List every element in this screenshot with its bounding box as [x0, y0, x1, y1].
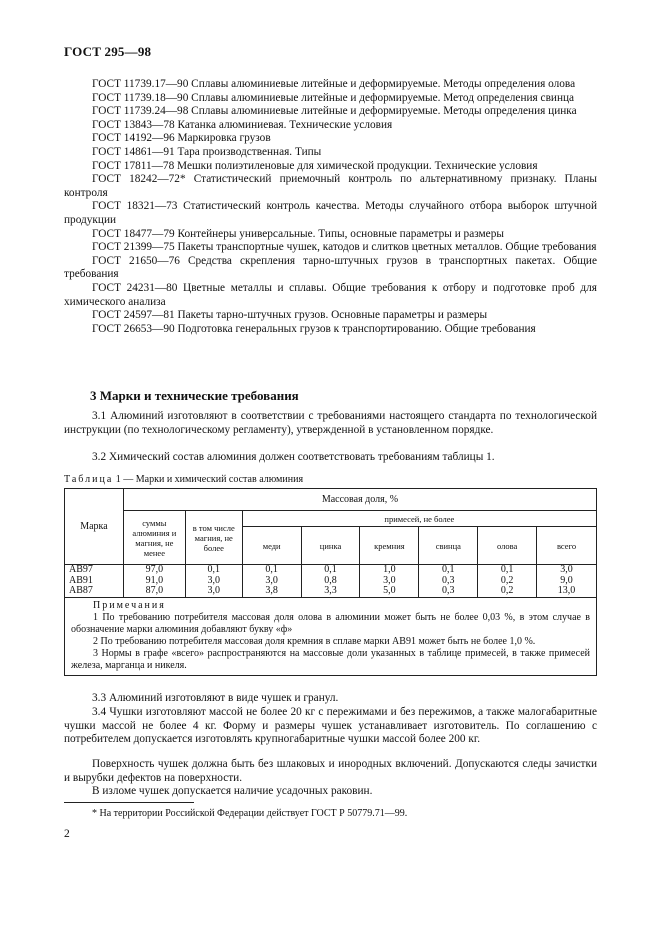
- reference-item: ГОСТ 18321—73 Статистический контроль качества. Методы случайного отбора выборок штучной продукции: [64, 200, 597, 226]
- header-copper: меди: [242, 527, 301, 565]
- header-total: всего: [537, 527, 597, 565]
- paragraph-3-4: 3.4 Чушки изготовляют массой не более 20 кг с пережимами и без пережимов, а также малогабаритные чушки массой не более 4 кг. Форму и размеры чушек устанавливает изготовитель. По соглашению с потребителем допускается изготовлять крупногабаритные чушки массой более 200 кг.: [64, 706, 597, 746]
- table-caption: [64, 474, 303, 485]
- paragraph-3-1: 3.1 Алюминий изготовляют в соответствии с требованиями настоящего стандарта по технологической инструкции (по технологическому регламенту), утвержденной в установленном порядке.: [64, 410, 597, 436]
- table-notes-row: [65, 597, 597, 675]
- paragraph-surface: Поверхность чушек должна быть без шлаковых и инородных включений. Допускаются следы зачистки и вырубки дефектов на поверхности.: [64, 758, 597, 784]
- header-mass-fraction: Массовая доля, %: [123, 489, 596, 511]
- notes-title: Примечания: [93, 599, 166, 611]
- reference-item: ГОСТ 14192—96 Маркировка грузов: [92, 132, 271, 145]
- note-item: 1 По требованию потребителя массовая доля олова в алюминии может быть не более 0,03 %, в этом случае в обозначение марки алюминия добавляют букву «ф»: [71, 611, 590, 635]
- paragraph-3-2: 3.2 Химический состав алюминия должен соответствовать требованиям таблицы 1.: [92, 451, 495, 463]
- cell-grade: АВ97 АВ91 АВ87: [65, 565, 124, 598]
- reference-item: ГОСТ 11739.17—90 Сплавы алюминиевые литейные и деформируемые. Методы определения олова: [92, 78, 576, 90]
- header-grade: Марка: [65, 489, 124, 565]
- reference-item: ГОСТ 18242—72* Статистический приемочный контроль по альтернативному признаку. Планы контроля: [64, 173, 597, 199]
- cell-copper: 0,1 3,0 3,8: [242, 565, 301, 598]
- cell-lead: 0,1 0,3 0,3: [419, 565, 478, 598]
- header-silicon: кремния: [360, 527, 419, 565]
- reference-item: ГОСТ 26653—90 Подготовка генеральных грузов к транспортированию. Общие требования: [92, 322, 536, 335]
- reference-item: ГОСТ 21650—76 Средства скрепления тарно-штучных грузов в транспортных пакетах. Общие требования: [64, 254, 597, 281]
- footnote-separator: [64, 802, 194, 803]
- page-number: 2: [64, 828, 70, 840]
- reference-item: ГОСТ 21399—75 Пакеты транспортные чушек, катодов и слитков цветных металлов. Общие требования: [92, 241, 597, 254]
- cell-tin: 0,1 0,2 0,2: [478, 565, 537, 598]
- header-sum-al-mg: суммы алюминия и магния, не менее: [123, 511, 185, 565]
- cell-mg: 0,1 3,0 3,0: [185, 565, 242, 598]
- cell-zinc: 0,1 0,8 3,3: [301, 565, 360, 598]
- reference-item: ГОСТ 11739.24—98 Сплавы алюминиевые литейные и деформируемые. Методы определения цинка: [92, 105, 577, 118]
- reference-item: ГОСТ 24231—80 Цветные металлы и сплавы. Общие требования к отбору и подготовке проб для химического анализа: [64, 281, 597, 308]
- table-caption-text: 1 — Марки и химический состав алюминия: [115, 474, 304, 485]
- section-heading: 3 Марки и технические требования: [90, 388, 299, 403]
- header-lead: свинца: [419, 527, 478, 565]
- reference-item: ГОСТ 17811—78 Мешки полиэтиленовые для химической продукции. Технические условия: [92, 159, 538, 172]
- cell-total: 3,0 9,0 13,0: [537, 565, 597, 598]
- header-mg: в том числе магния, не более: [185, 511, 242, 565]
- paragraph-3-3: 3.3 Алюминий изготовляют в виде чушек и гранул.: [92, 692, 339, 704]
- header-tin: олова: [478, 527, 537, 565]
- reference-item: ГОСТ 14861—91 Тара производственная. Типы: [92, 145, 322, 158]
- cell-sum: 97,0 91,0 87,0: [123, 565, 185, 598]
- header-zinc: цинка: [301, 527, 360, 565]
- paragraph-fracture: В изломе чушек допускается наличие усадочных раковин.: [92, 785, 373, 797]
- note-item: 3 Нормы в графе «всего» распространяются на массовые доли указанных в таблице примесей, в также примесей железа, марганца и никеля.: [71, 647, 590, 671]
- reference-item: ГОСТ 18477—79 Контейнеры универсальные. Типы, основные параметры и размеры: [92, 227, 504, 240]
- note-item: 2 По требованию потребителя массовая доля кремния в сплаве марки АВ91 может быть не более 1,0 %.: [93, 635, 536, 647]
- table-notes: [65, 597, 597, 675]
- references-list: [64, 78, 597, 336]
- reference-item: ГОСТ 11739.18—90 Сплавы алюминиевые литейные и деформируемые. Метод определения свинца: [92, 91, 575, 104]
- table-caption-prefix: Таблица: [64, 474, 114, 485]
- table-row: [65, 565, 597, 598]
- footnote: * На территории Российской Федерации действует ГОСТ Р 50779.71—99.: [92, 808, 408, 819]
- reference-item: ГОСТ 24597—81 Пакеты тарно-штучных грузов. Основные параметры и размеры: [92, 309, 488, 322]
- cell-silicon: 1,0 3,0 5,0: [360, 565, 419, 598]
- composition-table: [64, 488, 597, 676]
- reference-item: ГОСТ 13843—78 Катанка алюминиевая. Технические условия: [92, 118, 393, 131]
- page-header: ГОСТ 295—98: [64, 44, 152, 59]
- header-impurities: примесей, не более: [242, 511, 596, 527]
